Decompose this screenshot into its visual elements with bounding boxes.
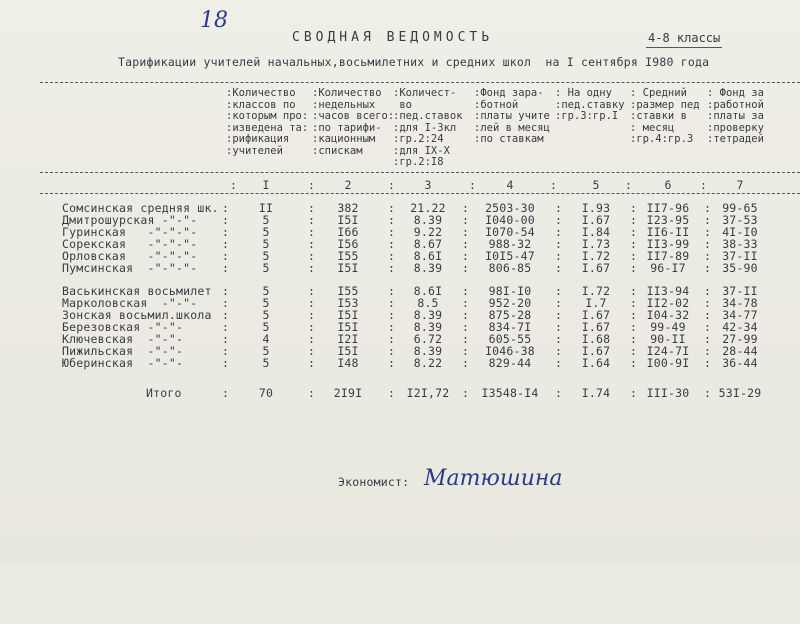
column-separator: : (462, 320, 470, 334)
column-separator: : (704, 284, 712, 298)
column-separator: : (308, 249, 316, 263)
column-separator: : (630, 308, 638, 322)
cell-c3: 8.22 (413, 356, 443, 370)
economist-label: Экономист: (338, 475, 410, 489)
table-row (40, 284, 800, 296)
cell-c4: 834-7I (488, 320, 532, 334)
cell-c4: 605-55 (488, 332, 532, 346)
column-separator: : (388, 201, 396, 215)
column-separator: : (462, 225, 470, 239)
column-separator: : (462, 356, 470, 370)
column-separator: : (222, 225, 230, 239)
body-top-rule (40, 193, 800, 194)
column-separator: : (462, 332, 470, 346)
column-separator: : (308, 213, 316, 227)
column-separator: : (222, 249, 230, 263)
total-c6: III-30 (646, 386, 690, 400)
col-number: 2 (344, 178, 352, 192)
cell-c4: I040-00 (485, 213, 535, 227)
cell-c1: 5 (262, 320, 270, 334)
school-name: Пумсинская -"-"-"- (62, 261, 198, 275)
header-col-7: : Фонд за :работной :платы за :проверку :тетрадей (707, 87, 764, 145)
column-separator: : (388, 261, 396, 275)
total-c7: 53I-29 (718, 386, 762, 400)
column-separator: : (555, 344, 563, 358)
cell-c6: I24-7I (646, 344, 690, 358)
column-separator: : (704, 201, 712, 215)
cell-c5: I.72 (581, 249, 611, 263)
column-separator: : (630, 225, 638, 239)
column-separator: : (704, 261, 712, 275)
cell-c6: I04-32 (646, 308, 690, 322)
cell-c3: 8.39 (413, 344, 443, 358)
column-separator: : (222, 320, 230, 334)
cell-c2: 382 (337, 201, 359, 215)
column-separator: : (462, 284, 470, 298)
column-separator: : (704, 308, 712, 322)
cell-c1: 5 (262, 225, 270, 239)
column-separator: : (388, 320, 396, 334)
header-col-3: :Количест- во :пед.ставок :для I-3кл :гр.2:24 :для IX-X :гр.2:I8 (393, 87, 463, 168)
cell-c5: I.67 (581, 320, 611, 334)
cell-c7: 35-90 (722, 261, 758, 275)
total-row: Итого : 70 : 2I9I : I2I,72 : I3548-I4 : I.74 : III-30 : 53I-29 (40, 386, 800, 400)
header-col-6: : Средний :размер пед :ставки в : месяц :гр.4:гр.3 (630, 87, 700, 145)
cell-c6: II7-96 (646, 201, 690, 215)
column-separator: : (308, 308, 316, 322)
cell-c2: I55 (337, 284, 359, 298)
column-separator: : (308, 225, 316, 239)
cell-c6: II2-02 (646, 296, 690, 310)
cell-c7: 37-II (722, 284, 758, 298)
column-separator: : (555, 201, 563, 215)
table-row (40, 308, 800, 320)
economist-signature: Матюшина (424, 466, 563, 491)
table-row (40, 344, 800, 356)
column-separator: : (630, 237, 638, 251)
cell-c3: 8.5 (417, 296, 439, 310)
cell-c6: II6-II (646, 225, 690, 239)
column-separator: : (308, 261, 316, 275)
cell-c5: I.68 (581, 332, 611, 346)
cell-c1: 4 (262, 332, 270, 346)
cell-c4: 875-28 (488, 308, 532, 322)
table-row (40, 237, 800, 249)
col-number: 4 (506, 178, 514, 192)
column-separator: : (704, 332, 712, 346)
cell-c7: 34-77 (722, 308, 758, 322)
column-separator: : (388, 344, 396, 358)
column-separator: : (388, 237, 396, 251)
cell-c5: I.84 (581, 225, 611, 239)
cell-c2: I55 (337, 249, 359, 263)
column-separator: : (555, 320, 563, 334)
column-separator: : (630, 201, 638, 215)
column-separator: : (222, 332, 230, 346)
cell-c6: 99-49 (650, 320, 686, 334)
table-row (40, 213, 800, 225)
page-number: 18 (200, 8, 228, 33)
table-row (40, 225, 800, 237)
col-number: 7 (736, 178, 744, 192)
cell-c3: 9.22 (413, 225, 443, 239)
school-name: Пижильская -"-"- (62, 344, 184, 358)
cell-c5: I.64 (581, 356, 611, 370)
cell-c4: I070-54 (485, 225, 535, 239)
cell-c7: 27-99 (722, 332, 758, 346)
cell-c4: 988-32 (488, 237, 532, 251)
school-name: Орловская -"-"-"- (62, 249, 198, 263)
header-col-1: :Количество :классов по :которым про: :изведена та: :рификация :учителей (226, 87, 309, 157)
column-separator: : (704, 356, 712, 370)
column-separator: : (308, 320, 316, 334)
column-separator: : (462, 261, 470, 275)
column-separator: : (555, 356, 563, 370)
school-name: Ключевская -"-"- (62, 332, 184, 346)
column-separator: : (308, 356, 316, 370)
column-separator: : (388, 308, 396, 322)
cell-c2: I5I (337, 213, 359, 227)
cell-c1: 5 (262, 261, 270, 275)
column-separator: : (704, 213, 712, 227)
column-separator: : (222, 344, 230, 358)
column-separator: : (555, 308, 563, 322)
column-separator: : (704, 225, 712, 239)
column-separator: : (308, 284, 316, 298)
school-name: Гуринская -"-"-"- (62, 225, 198, 239)
cell-c2: I5I (337, 261, 359, 275)
cell-c7: 99-65 (722, 201, 758, 215)
column-separator: : (462, 249, 470, 263)
total-label: Итого (146, 386, 182, 400)
cell-c2: I56 (337, 237, 359, 251)
grade-label: 4-8 классы (648, 31, 721, 45)
school-name: Зонская восьмил.школа (62, 308, 212, 322)
column-separator: : (555, 284, 563, 298)
table-row (40, 201, 800, 213)
table-row (40, 320, 800, 332)
column-separator: : (308, 332, 316, 346)
cell-c4: 806-85 (488, 261, 532, 275)
table-row (40, 332, 800, 344)
table-row (40, 249, 800, 261)
column-separator: : (462, 201, 470, 215)
column-separator: : (630, 344, 638, 358)
column-separator: : (308, 296, 316, 310)
document-title: СВОДНАЯ ВЕДОМОСТЬ (292, 30, 494, 45)
school-name: Сорекская -"-"-"- (62, 237, 198, 251)
column-separator: : (388, 332, 396, 346)
column-separator: : (630, 332, 638, 346)
cell-c6: II7-89 (646, 249, 690, 263)
cell-c3: 6.72 (413, 332, 443, 346)
column-separator: : (630, 284, 638, 298)
cell-c5: I.72 (581, 284, 611, 298)
total-c1: 70 (258, 386, 274, 400)
column-separator: : (704, 344, 712, 358)
column-separator: : (630, 296, 638, 310)
column-separator: : (388, 213, 396, 227)
cell-c4: I0I5-47 (485, 249, 535, 263)
cell-c5: I.7 (585, 296, 607, 310)
column-separator: : (630, 356, 638, 370)
cell-c1: 5 (262, 237, 270, 251)
cell-c3: 8.6I (413, 284, 443, 298)
column-separator: : (704, 320, 712, 334)
column-separator: : (630, 320, 638, 334)
column-separator: : (555, 296, 563, 310)
cell-c7: 42-34 (722, 320, 758, 334)
cell-c7: 4I-I0 (722, 225, 758, 239)
column-separator: : (704, 296, 712, 310)
cell-c4: 98I-I0 (488, 284, 532, 298)
col-number: I (262, 178, 270, 192)
cell-c5: I.73 (581, 237, 611, 251)
cell-c4: I046-38 (485, 344, 535, 358)
cell-c5: I.93 (581, 201, 611, 215)
cell-c7: 36-44 (722, 356, 758, 370)
column-separator: : (308, 344, 316, 358)
column-separator: : (462, 344, 470, 358)
school-name: Марколовская -"-"- (62, 296, 198, 310)
cell-c6: II3-94 (646, 284, 690, 298)
cell-c4: 2503-30 (485, 201, 535, 215)
cell-c1: 5 (262, 213, 270, 227)
cell-c6: I23-95 (646, 213, 690, 227)
column-separator: : (555, 261, 563, 275)
cell-c7: 37-II (722, 249, 758, 263)
column-separator: : (388, 249, 396, 263)
column-separator: : (222, 237, 230, 251)
column-separator: : (630, 261, 638, 275)
cell-c3: 21.22 (410, 201, 446, 215)
cell-c1: 5 (262, 308, 270, 322)
school-name: Березовская -"-"- (62, 320, 184, 334)
cell-c3: 8.67 (413, 237, 443, 251)
header-top-rule (40, 82, 800, 83)
school-name: Дмитрошурская -"-"- (62, 213, 198, 227)
cell-c5: I.67 (581, 308, 611, 322)
column-separator: : (388, 356, 396, 370)
column-separator: : (462, 213, 470, 227)
cell-c7: 28-44 (722, 344, 758, 358)
column-separator: : (308, 201, 316, 215)
cell-c1: 5 (262, 284, 270, 298)
cell-c7: 34-78 (722, 296, 758, 310)
table-row (40, 296, 800, 308)
column-separator: : (704, 249, 712, 263)
cell-c1: 5 (262, 296, 270, 310)
cell-c7: 37-53 (722, 213, 758, 227)
cell-c2: I5I (337, 320, 359, 334)
column-number-row: : I : 2 : 3 : 4 : 5 : 6 : 7 (40, 178, 800, 192)
cell-c2: I53 (337, 296, 359, 310)
cell-c2: I2I (337, 332, 359, 346)
cell-c6: 90-II (650, 332, 686, 346)
column-separator: : (630, 249, 638, 263)
cell-c1: 5 (262, 356, 270, 370)
cell-c1: 5 (262, 344, 270, 358)
cell-c4: 829-44 (488, 356, 532, 370)
cell-c6: I00-9I (646, 356, 690, 370)
column-separator: : (222, 213, 230, 227)
column-separator: : (704, 237, 712, 251)
column-separator: : (462, 296, 470, 310)
cell-c3: 8.39 (413, 213, 443, 227)
column-separator: : (222, 284, 230, 298)
column-separator: : (555, 237, 563, 251)
cell-c3: 8.39 (413, 320, 443, 334)
total-c2: 2I9I (333, 386, 363, 400)
column-separator: : (222, 308, 230, 322)
col-number: 5 (592, 178, 600, 192)
cell-c1: II (258, 201, 274, 215)
column-separator: : (308, 237, 316, 251)
cell-c7: 38-33 (722, 237, 758, 251)
cell-c2: I5I (337, 344, 359, 358)
cell-c2: I66 (337, 225, 359, 239)
column-separator: : (222, 201, 230, 215)
cell-c6: II3-99 (646, 237, 690, 251)
total-c4: I3548-I4 (481, 386, 539, 400)
column-separator: : (555, 225, 563, 239)
school-name: Сомсинская средняя шк. (62, 201, 219, 215)
header-bottom-rule (40, 172, 800, 173)
total-c5: I.74 (581, 386, 611, 400)
header-col-2: :Количество :недельных :часов всего: :по тарифи- :кационным :спискам (312, 87, 395, 157)
column-separator: : (630, 213, 638, 227)
cell-c3: 8.39 (413, 308, 443, 322)
col-number: 6 (664, 178, 672, 192)
column-separator: : (222, 356, 230, 370)
column-separator: : (555, 213, 563, 227)
column-separator: : (388, 296, 396, 310)
school-name: Васькинская восьмилет (62, 284, 212, 298)
school-name: Юберинская -"-"- (62, 356, 184, 370)
total-c3: I2I,72 (406, 386, 450, 400)
column-separator: : (388, 284, 396, 298)
table-row (40, 261, 800, 273)
cell-c2: I5I (337, 308, 359, 322)
column-separator: : (462, 308, 470, 322)
column-separator: : (555, 332, 563, 346)
header-col-4: :Фонд зара- :ботной :платы учите :лей в месяц :по ставкам (474, 87, 550, 145)
cell-c6: 96-I7 (650, 261, 686, 275)
cell-c5: I.67 (581, 344, 611, 358)
column-separator: : (222, 296, 230, 310)
table-row (40, 356, 800, 368)
cell-c4: 952-20 (488, 296, 532, 310)
col-number: 3 (424, 178, 432, 192)
cell-c5: I.67 (581, 213, 611, 227)
cell-c3: 8.39 (413, 261, 443, 275)
grade-underline (646, 47, 722, 48)
header-col-5: : На одну :пед.ставку :гр.3:гр.I (555, 87, 625, 122)
cell-c1: 5 (262, 249, 270, 263)
column-separator: : (222, 261, 230, 275)
cell-c2: I48 (337, 356, 359, 370)
document-subtitle: Тарификации учителей начальных,восьмилетних и средних школ на I сентября I980 года (118, 55, 710, 69)
column-separator: : (462, 237, 470, 251)
column-separator: : (388, 225, 396, 239)
cell-c3: 8.6I (413, 249, 443, 263)
cell-c5: I.67 (581, 261, 611, 275)
column-separator: : (555, 249, 563, 263)
